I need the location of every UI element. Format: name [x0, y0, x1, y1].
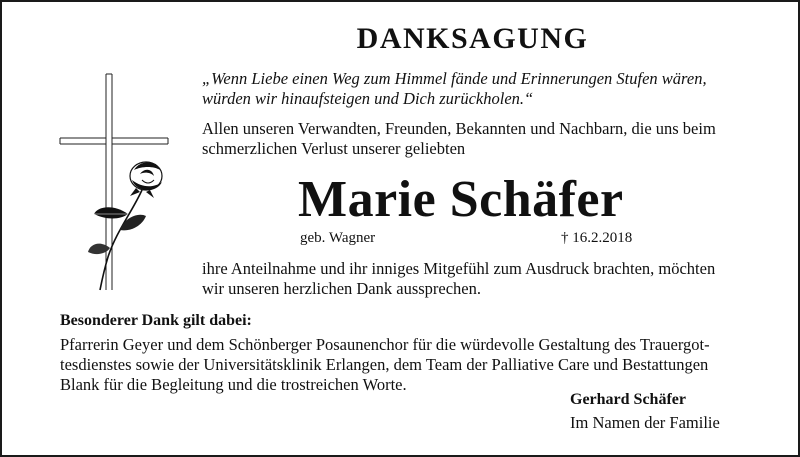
deceased-name: Marie Schäfer — [298, 171, 624, 228]
special-thanks-line: Pfarrerin Geyer und dem Schönberger Posaunenchor für die würdevolle Gestaltung des Trauergot- — [60, 335, 710, 354]
birth-name: geb. Wagner — [300, 230, 376, 246]
thanks-line: ihre Anteilnahme und ihr inniges Mitgefühl zum Ausdruck brachten, möchten — [202, 259, 716, 278]
special-thanks-text — [60, 335, 750, 395]
special-thanks-heading: Besonderer Dank gilt dabei: — [60, 312, 252, 329]
intro-line: schmerzlichen Verlust unserer geliebten — [202, 139, 466, 158]
memorial-quote — [202, 69, 762, 109]
death-date: † 16.2.2018 — [561, 230, 633, 246]
signer-name: Gerhard Schäfer — [570, 391, 686, 408]
cross-with-rose-icon — [50, 72, 190, 292]
quote-line: würden wir hinaufsteigen und Dich zurückholen.“ — [202, 89, 534, 108]
intro-line: Allen unseren Verwandten, Freunden, Bekannten und Nachbarn, die uns beim — [202, 119, 716, 138]
signer-subtitle: Im Namen der Familie — [570, 413, 720, 432]
special-thanks-line: Blank für die Begleitung und die trostreichen Worte. — [60, 375, 407, 394]
page-title: DANKSAGUNG — [356, 22, 589, 55]
quote-line: „Wenn Liebe einen Weg zum Himmel fände und Erinnerungen Stufen wären, — [202, 69, 707, 88]
thanks-line: wir unseren herzlichen Dank aussprechen. — [202, 279, 482, 298]
intro-text — [202, 119, 762, 159]
thanks-text — [202, 259, 762, 299]
special-thanks-line: tesdienstes sowie der Universitätsklinik Erlangen, dem Team der Palliative Care und Bestattungen — [60, 355, 709, 374]
